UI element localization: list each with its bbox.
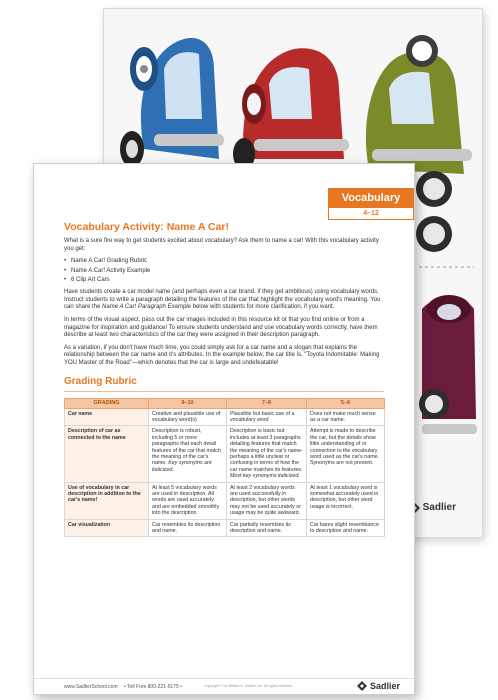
footer-brand-logo: Sadlier xyxy=(357,681,400,691)
intro-paragraph: What is a sure fire way to get students excited about vocabulary? Ask them to name a car! With this vocabulary activity you get: xyxy=(64,238,379,252)
column-header: 5–6 xyxy=(307,398,385,408)
table-cell: Creative and plausible use of vocabulary word(s) xyxy=(149,408,227,426)
table-row xyxy=(65,426,385,482)
criterion-cell: Description of car as connected to the name xyxy=(65,426,149,482)
red-car xyxy=(233,48,349,170)
table-header-row xyxy=(65,398,385,408)
toll-free-phone: • Toll Free 800-221-5175 • xyxy=(124,684,182,690)
column-header: GRADING xyxy=(65,398,149,408)
table-cell: At least 2 vocabulary words are used successfully in description, but other words may not be used accurately or usage may be quite awkward. xyxy=(227,482,307,519)
sadlier-logo-icon xyxy=(357,681,367,691)
vocabulary-tab: Vocabulary xyxy=(328,188,414,207)
criterion-cell: Car visualization xyxy=(65,519,149,537)
criterion-cell: Car name xyxy=(65,408,149,426)
copyright-text: Copyright © by William H. Sadlier, Inc. All rights reserved. xyxy=(204,684,293,688)
table-cell: Car partially resembles its description and name. xyxy=(227,519,307,537)
table-cell: Plausible but basic use of a vocabulary word xyxy=(227,408,307,426)
table-row xyxy=(65,519,385,537)
table-cell: Description is basic but includes at least 3 paragraphs detailing features that match the meaning of the car's name-perhaps a little unclear or confusing in terms of how the car name matches its features. Most key synonyms italicized. xyxy=(227,426,307,482)
grade-range-badge: 4–12 xyxy=(328,207,414,220)
document-content xyxy=(64,221,384,537)
column-header: 7–8 xyxy=(227,398,307,408)
table-cell: Car resembles its description and name. xyxy=(149,519,227,537)
table-cell: Description is robust, including 5 or more paragraphs that each detail features of the car that match the meaning of the car's name. Key synonyms are italicized. xyxy=(149,426,227,482)
table-cell: Car bares slight resemblance to description and name. xyxy=(307,519,385,537)
back-brand-logo: Sadlier xyxy=(410,502,456,513)
maroon-car xyxy=(419,295,477,434)
table-cell: Attempt is made to describe the car, but the details show little understanding of or connection to the vocabulary word used as the car's name. Synonyms are not present. xyxy=(307,426,385,482)
variation-paragraph: As a variation, if you don't have much time, you could simply ask for a car name and a slogan that explains the relationship between the car name and it's attributes. In the example below, the car title is, "Toyota Indomitable: Making YOU Master of the Road"—which denotes that the car is large and undefeatable! xyxy=(64,344,380,366)
website-link[interactable]: www.SadlierSchool.com xyxy=(64,684,118,690)
column-header: 9–10 xyxy=(149,398,227,408)
criterion-cell: Use of vocabulary in car description in addition to the car's name! xyxy=(65,482,149,519)
front-sheet xyxy=(33,163,415,695)
instructions-paragraph: Have students create a car model name (and perhaps even a car brand, if they get ambitious) using vocabulary words. Instruct students to write a paragraph detailing the features of the car that highlight the vocabulary word's meaning. You can share the Name A Car! Paragraph Example below with students for more clarification, if you want. xyxy=(64,289,381,311)
blue-car xyxy=(120,38,224,167)
kit-contents-list xyxy=(64,258,384,284)
list-item: • 6 Clip Art Cars xyxy=(64,277,384,284)
rubric-heading: Grading Rubric xyxy=(64,376,384,392)
table-row xyxy=(65,408,385,426)
document-title: Vocabulary Activity: Name A Car! xyxy=(64,221,229,233)
visual-paragraph: In terms of the visual aspect, pass out the car images included in this resource kit or that you find online or from a magazine for inspiration and guidance! To ensure students understand and use vocabulary words correctly, have them describe at least two characteristics of the car they were assigned in their description paragraph. xyxy=(64,316,378,339)
table-cell: At least 5 vocabulary words are used in description. All words are used accurately and are embedded smoothly into the description. xyxy=(149,482,227,519)
list-item: • Name A Car! Grading Rubric xyxy=(64,258,384,265)
table-row xyxy=(65,482,385,519)
page-footer xyxy=(34,678,414,694)
list-item: • Name A Car! Activity Example xyxy=(64,268,384,275)
table-cell: At least 1 vocabulary word is somewhat accurately used in description, but other word usage is incorrect. xyxy=(307,482,385,519)
grading-rubric-table xyxy=(64,398,385,538)
table-cell: Does not make much sense as a car name. xyxy=(307,408,385,426)
